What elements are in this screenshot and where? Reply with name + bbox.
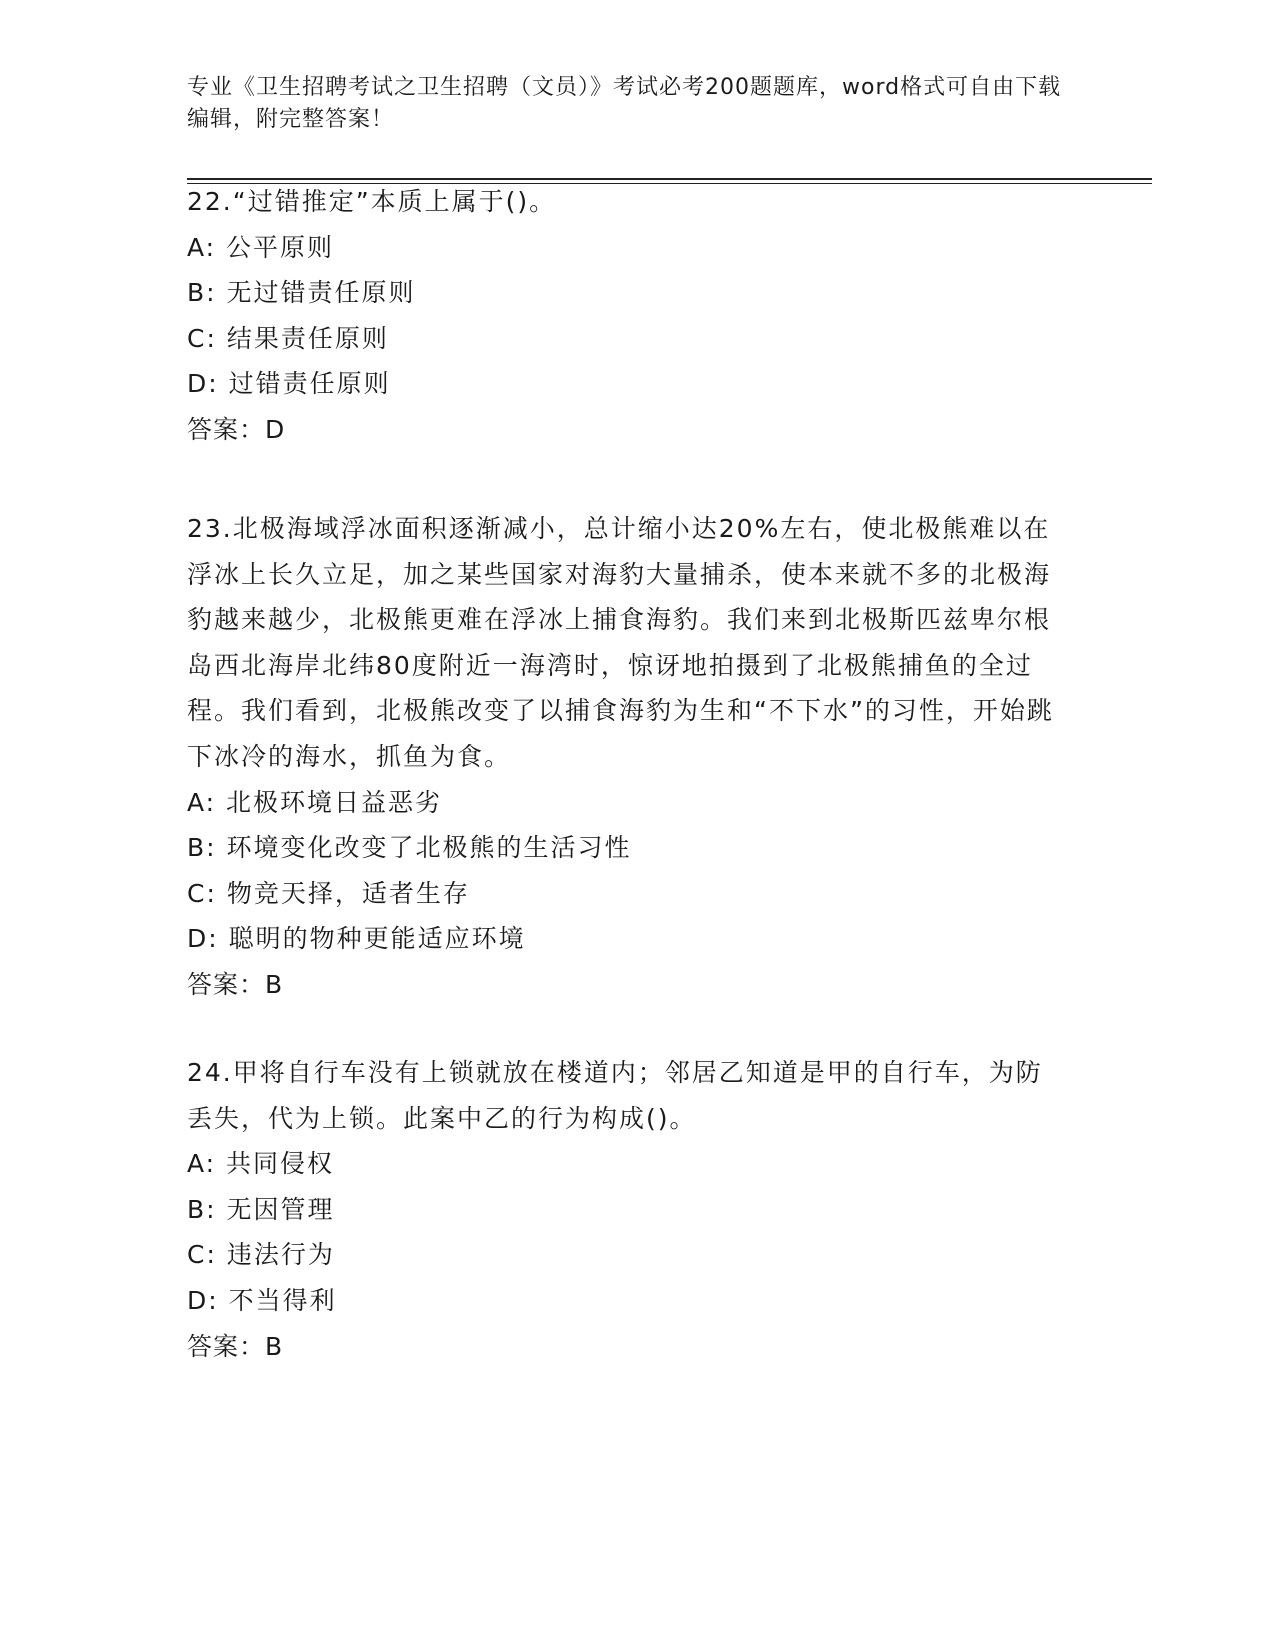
answer-label: 答案：D — [187, 414, 286, 444]
option-a: A: 公平原则 — [187, 232, 335, 262]
option-c: C: 结果责任原则 — [187, 323, 389, 353]
option-d: D: 过错责任原则 — [187, 369, 391, 399]
question-stem: 23.北极海域浮冰面积逐渐减小，总计缩小达20%左右，使北极熊难以在浮冰上长久立足，加之某些国家对海豹大量捕杀，使本来就不多的北极海豹越来越少，北极熊更难在浮冰上捕食海豹。我们来到北极斯匹兹卑尔根岛西北海岸北纬80度附近一海湾时，惊讶地拍摄到了北极熊捕鱼的全过程。我们看到，北极熊改变了以捕食海豹为生和“不下水”的习性，开始跳下冰冷的海水，抓鱼为食。 — [187, 514, 1054, 771]
question-stem: 22.“过错推定”本质上属于()。 — [187, 187, 557, 216]
document-header-text: 专业《卫生招聘考试之卫生招聘（文员）》考试必考200题题库，word格式可自由下载编辑，附完整答案！ — [187, 75, 1062, 132]
question-22 — [187, 179, 1067, 453]
answer-label: 答案：B — [187, 1331, 284, 1361]
option-c: C: 物竞天择，适者生存 — [187, 878, 470, 908]
answer-label: 答案：B — [187, 969, 284, 999]
option-d: D: 聪明的物种更能适应环境 — [187, 924, 526, 954]
option-b: B: 无过错责任原则 — [187, 278, 416, 308]
option-c: C: 违法行为 — [187, 1240, 335, 1270]
option-a: A: 共同侵权 — [187, 1149, 335, 1179]
option-d: D: 不当得利 — [187, 1285, 337, 1315]
option-b: B: 无因管理 — [187, 1194, 335, 1224]
option-b: B: 环境变化改变了北极熊的生活习性 — [187, 833, 632, 863]
question-stem: 24.甲将自行车没有上锁就放在楼道内；邻居乙知道是甲的自行车，为防丢失，代为上锁。此案中乙的行为构成()。 — [187, 1058, 1043, 1133]
option-a: A: 北极环境日益恶劣 — [187, 787, 443, 817]
question-23 — [187, 506, 1067, 1008]
question-24 — [187, 1050, 1067, 1369]
